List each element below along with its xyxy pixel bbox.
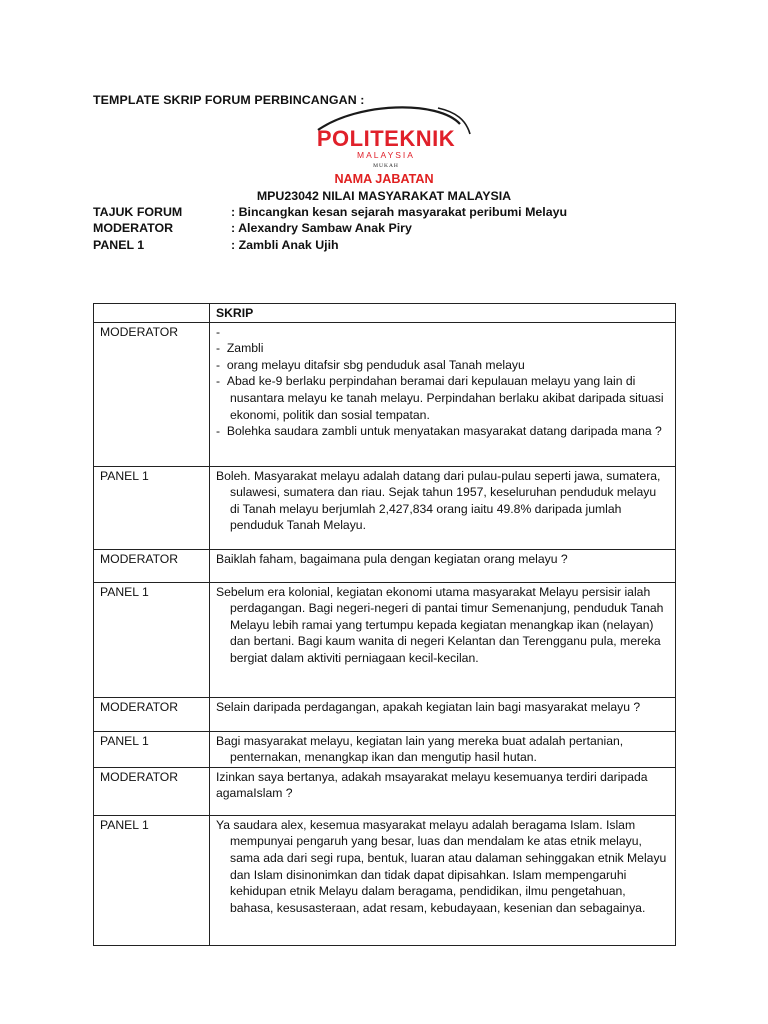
script-cell [210, 582, 676, 697]
meta-row-moderator [93, 221, 693, 239]
list-item [216, 324, 669, 341]
script-cell [210, 549, 676, 582]
speaker-cell: PANEL 1 [94, 731, 210, 767]
meta-value: : Zambli Anak Ujih [231, 238, 339, 252]
politeknik-malaysia-logo [288, 104, 484, 170]
speaker-cell: PANEL 1 [94, 466, 210, 549]
script-text: Boleh. Masyarakat melayu adalah datang dari pulau-pulau seperti jawa, sumatera, sulawesi, sumatera dan riau. Sejak tahun 1957, keseluruhan penduduk melayu di Tanah melayu berjumlah 2,427,834 orang iaitu 49.8% daripada jumlah penduduk Tanah Melayu. [216, 468, 661, 533]
speaker-cell: MODERATOR [94, 767, 210, 815]
meta-label: TAJUK FORUM [93, 205, 183, 219]
script-text: Ya saudara alex, kesemua masyarakat melayu adalah beragama Islam. Islam mempunyai pengaruh yang besar, luas dan mendalam ke atas etnik melayu, sama ada dari segi rupa, bentuk, luaran atau dalaman sehinggakan etnik Melayu dan Islam disinonimkan dan tidak dapat dipisahkan. Islam mempengaruhi kehidupan etnik Melayu dalam beragama, pendidikan, ilmu pengetahuan, bahasa, kesusasteraan, adat resam, kebudayaan, kesenian dan sebagainya. [216, 817, 667, 915]
script-text: Izinkan saya bertanya, adakah msayarakat melayu kesemuanya terdiri daripada agamaIslam ? [216, 769, 648, 801]
meta-label: MODERATOR [93, 221, 174, 235]
script-text: Baiklah faham, bagaimana pula dengan kegiatan orang melayu ? [216, 551, 568, 566]
script-cell [210, 767, 676, 815]
logo-campus-text: MUKAH [373, 163, 399, 169]
logo-brand-text: POLITEKNIK [316, 126, 456, 151]
speaker-cell: MODERATOR [94, 322, 210, 466]
script-text: Bagi masyarakat melayu, kegiatan lain yang mereka buat adalah pertanian, penternakan, menangkap ikan dan mengutip hasil hutan. [216, 733, 624, 765]
table-row [94, 549, 676, 582]
script-text: Sebelum era kolonial, kegiatan ekonomi utama masyarakat Melayu persisir ialah perdagangan. Bagi negeri-negeri di pantai timur Semenanjung, penduduk Tanah Melayu lebih ramai yang tertumpu kepada kegiatan menangkap ikan (nelayan) dan bertani. Bagi kaum wanita di negeri Kelantan dan Terengganu pula, mereka bergiat dalam aktiviti perniagaan kecil-kecilan. [216, 584, 664, 665]
list-item: - Abad ke-9 berlaku perpindahan beramai dari kepulauan melayu yang lain di nusantara melayu ke tanah melayu. Perpindahan berlaku akibat daripada situasi ekonomi, politik dan sosial tempatan. [216, 373, 669, 423]
table-row [94, 582, 676, 697]
document-heading: TEMPLATE SKRIP FORUM PERBINCANGAN : [93, 93, 365, 107]
script-table [93, 303, 676, 946]
table-row [94, 731, 676, 767]
script-cell [210, 466, 676, 549]
list-item: - Zambli [216, 340, 669, 357]
table-row [94, 767, 676, 815]
department-name: NAMA JABATAN [334, 172, 434, 186]
meta-value: : Bincangkan kesan sejarah masyarakat peribumi Melayu [231, 205, 568, 219]
script-cell [210, 697, 676, 731]
script-text: Selain daripada perdagangan, apakah kegiatan lain bagi masyarakat melayu ? [216, 699, 641, 714]
list-item: - Bolehka saudara zambli untuk menyatakan masyarakat datang daripada mana ? [216, 423, 669, 440]
speaker-cell: MODERATOR [94, 549, 210, 582]
table-row [94, 697, 676, 731]
speaker-cell: MODERATOR [94, 697, 210, 731]
table-row [94, 466, 676, 549]
speaker-column-header [94, 304, 210, 323]
script-cell [210, 322, 676, 466]
table-header-row [94, 304, 676, 323]
logo-country-text: MALAYSIA [357, 150, 415, 160]
script-cell [210, 731, 676, 767]
meta-label: PANEL 1 [93, 238, 145, 252]
speaker-cell: PANEL 1 [94, 582, 210, 697]
script-column-header: SKRIP [210, 304, 676, 323]
list-item: - orang melayu ditafsir sbg penduduk asal Tanah melayu [216, 357, 669, 374]
meta-value: : Alexandry Sambaw Anak Piry [231, 221, 412, 235]
script-cell [210, 815, 676, 945]
speaker-cell: PANEL 1 [94, 815, 210, 945]
table-row [94, 322, 676, 466]
course-title: MPU23042 NILAI MASYARAKAT MALAYSIA [256, 189, 512, 203]
meta-row-panel [93, 238, 693, 256]
script-bullet-list [216, 324, 669, 440]
table-row [94, 815, 676, 945]
